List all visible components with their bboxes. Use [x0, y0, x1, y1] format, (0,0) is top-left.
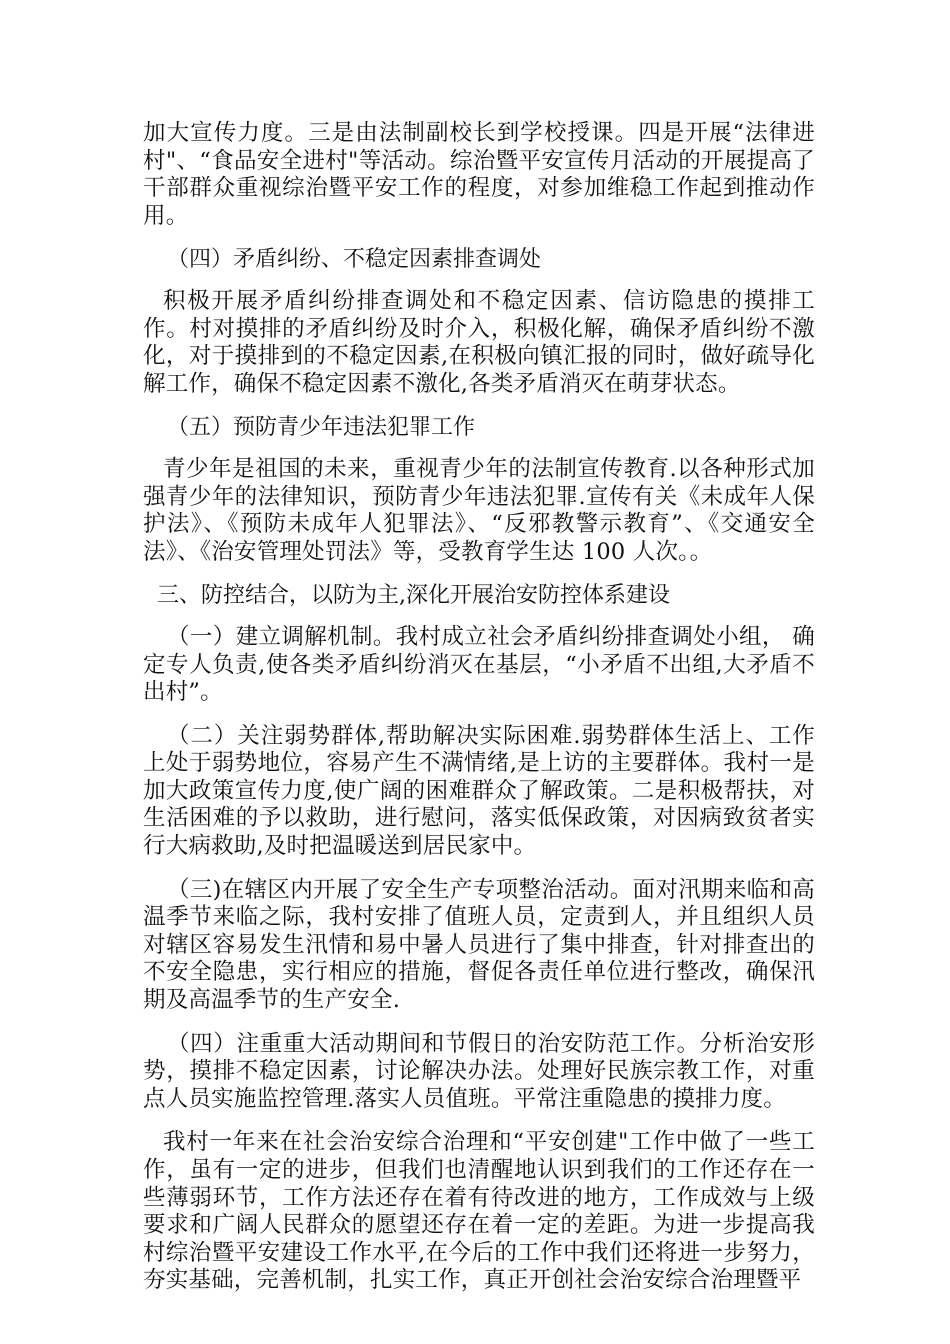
section-heading-disputes: （四）矛盾纠纷、不稳定因素排查调处	[167, 247, 542, 273]
paragraph-holiday-security: （四）注重重大活动期间和节假日的治安防范工作。分析治安形势，摸排不稳定因素，讨论解决办法。处理好民族宗教工作，对重点人员实施监控管理.落实人员值班。平常注重隐患的摸排力度。	[143, 1030, 815, 1112]
section-heading-youth: （五）预防青少年违法犯罪工作	[167, 415, 476, 441]
paragraph-mediation: （一）建立调解机制。我村成立社会矛盾纠纷排查调处小组， 确定专人负责,使各类矛盾纠纷消灭在基层，“小矛盾不出组,大矛盾不出村”。	[143, 623, 815, 706]
paragraph-publicity: 加大宣传力度。三是由法制副校长到学校授课。四是开展“法律进村"、“食品安全进村"等活动。综治暨平安宣传月活动的开展提高了干部群众重视综治暨平安工作的程度，对参加维稳工作起到推动作用。	[143, 120, 815, 229]
paragraph-safety-production: （三)在辖区内开展了安全生产专项整治活动。面对汛期来临和高温季节来临之际，我村安排了值班人员，定责到人，并且组织人员对辖区容易发生汛情和易中暑人员进行了集中排查，针对排查出的不安全隐患，实行相应的措施，督促各责任单位进行整改，确保汛期及高温季节的生产安全.	[143, 876, 815, 1014]
paragraph-vulnerable-groups: （二）关注弱势群体,帮助解决实际困难.弱势群体生活上、工作上处于弱势地位，容易产生不满情绪,是上访的主要群体。我村一是加大政策宣传力度,使广阔的困难群众了解政策。二是积极帮扶，对生活困难的予以救助，进行慰问，落实低保政策，对因病致贫者实行大病救助,及时把温暖送到居民家中。	[143, 722, 815, 860]
paragraph-disputes: 积极开展矛盾纠纷排查调处和不稳定因素、信访隐患的摸排工作。村对摸排的矛盾纠纷及时介入，积极化解，确保矛盾纠纷不激化，对于摸排到的不稳定因素,在积极向镇汇报的同时，做好疏导化解工作，确保不稳定因素不激化,各类矛盾消灭在萌芽状态。	[143, 287, 815, 397]
paragraph-summary: 我村一年来在社会治安综合治理和“平安创建"工作中做了一些工作，虽有一定的进步，但我们也清醒地认识到我们的工作还存在一些薄弱环节，工作方法还存在着有待改进的地方，工作成效与上级要求和广阔人民群众的愿望还存在着一定的差距。为进一步提高我村综治暨平安建设工作水平,在今后的工作中我们还将进一步努力，夯实基础，完善机制，扎实工作，真正开创社会治安综合治理暨平	[143, 1129, 815, 1294]
document-body	[143, 120, 815, 1311]
paragraph-youth: 青少年是祖国的未来，重视青少年的法制宣传教育.以各种形式加强青少年的法律知识，预防青少年违法犯罪.宣传有关《未成年人保护法》、《预防未成年人犯罪法》、“反邪教警示教育”、《交通安全法》、《治安管理处罚法》等，受教育学生达 100 人次。。	[143, 455, 815, 565]
section-heading-prevention-system: 三、防控结合，以防为主,深化开展治安防控体系建设	[157, 583, 670, 609]
